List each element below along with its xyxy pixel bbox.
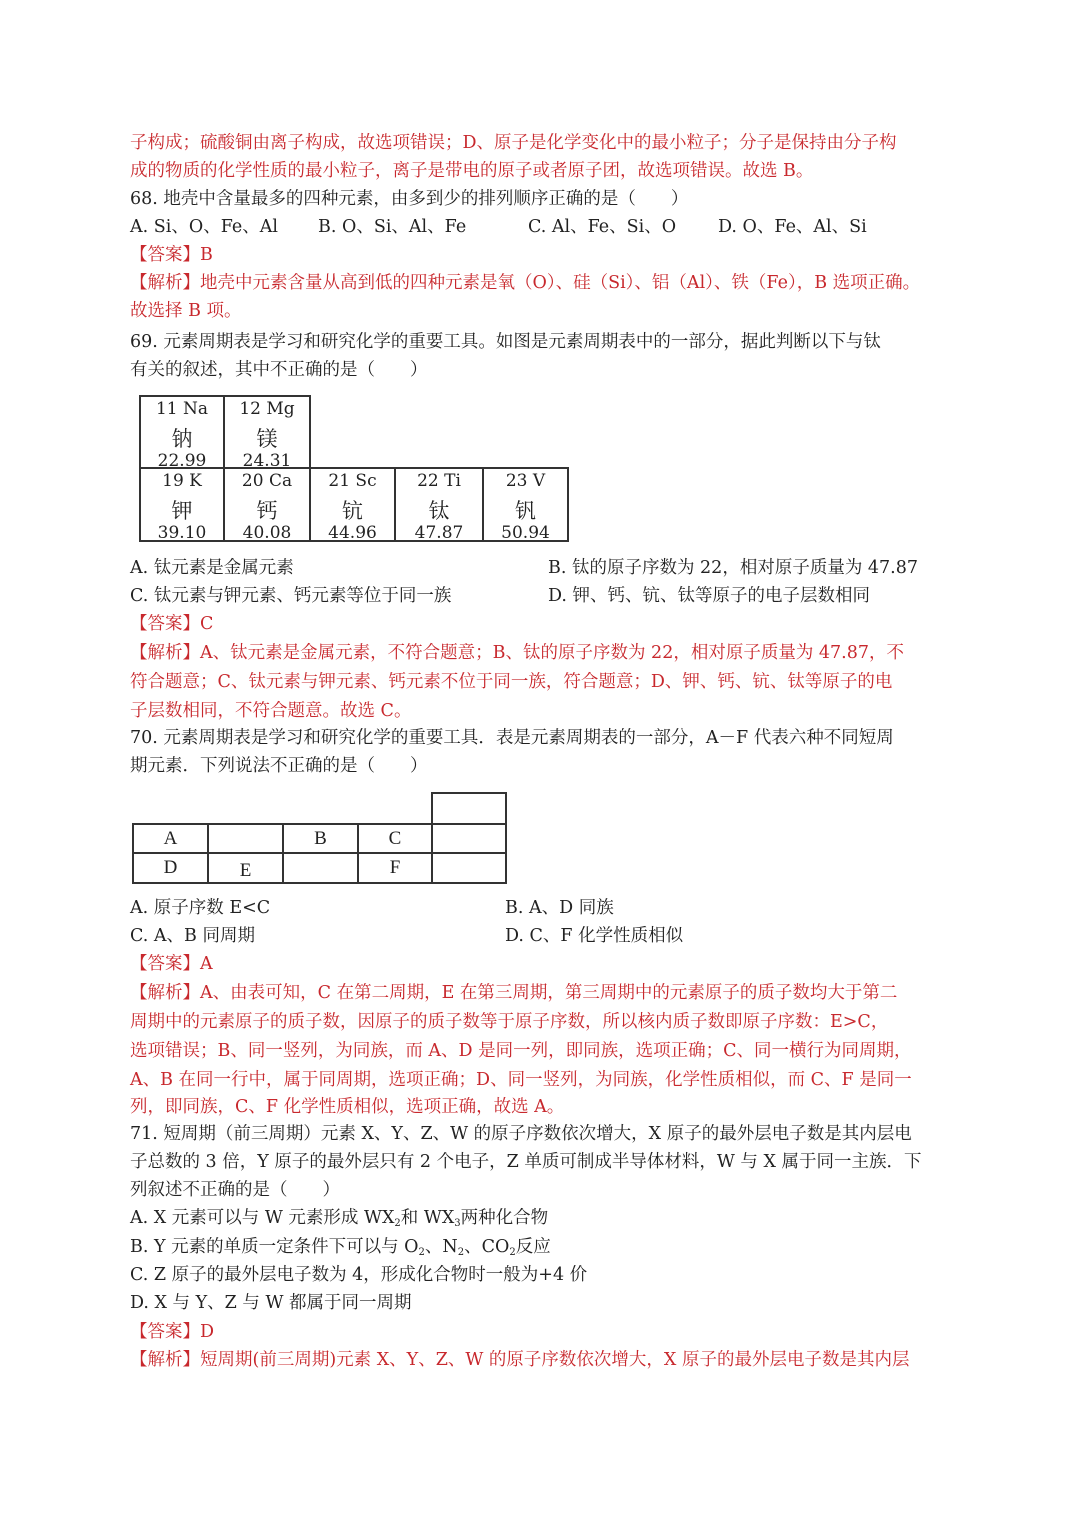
answer-68: 【答案】B bbox=[130, 245, 213, 265]
element-symbol: 11 Na bbox=[155, 399, 209, 419]
option-c: C. Z 原子的最外层电子数为 4，形成化合物时一般为+4 价 bbox=[130, 1265, 588, 1285]
element-symbol: 21 Sc bbox=[328, 471, 377, 491]
element-mass: 50.94 bbox=[501, 523, 550, 543]
element-mass: 39.10 bbox=[157, 523, 207, 543]
option-a-text: A. X 元素可以与 W 元素形成 WX bbox=[130, 1208, 395, 1228]
option-c: C. 钛元素与钾元素、钙元素等位于同一族 bbox=[130, 586, 452, 606]
element-cell bbox=[139, 395, 225, 469]
element-symbol: 22 Ti bbox=[417, 471, 461, 491]
option-b-text: 、N bbox=[424, 1237, 458, 1257]
option-d: D. 钾、钙、钪、钛等原子的电子层数相同 bbox=[548, 586, 871, 606]
answer-69: 【答案】C bbox=[130, 614, 214, 634]
explanation-70-cont: 列，即同族，C、F 化学性质相似，选项正确，故选 A。 bbox=[130, 1097, 565, 1117]
question-71-cont: 子总数的 3 倍，Y 原子的最外层只有 2 个电子，Z 单质可制成半导体材料，W 与 X 属于同一主族．下 bbox=[130, 1152, 922, 1172]
element-cell bbox=[309, 467, 396, 542]
option-a: A. 钛元素是金属元素 bbox=[130, 558, 294, 578]
option-b bbox=[130, 1235, 551, 1259]
subscript: 2 bbox=[509, 1247, 516, 1258]
question-69: 69. 元素周期表是学习和研究化学的重要工具。如图是元素周期表中的一部分，据此判断以下与钛 bbox=[130, 332, 881, 352]
option-a: A. 原子序数 E<C bbox=[130, 898, 271, 918]
element-name: 钾 bbox=[171, 499, 193, 523]
element-cell bbox=[482, 467, 569, 542]
element-symbol: 20 Ca bbox=[241, 471, 293, 491]
question-71: 71. 短周期（前三周期）元素 X、Y、Z、W 的原子序数依次增大，X 原子的最外层电子数是其内层电 bbox=[130, 1124, 912, 1144]
explanation-70-cont: 周期中的元素原子的质子数，因原子的质子数等于原子序数，所以核内质子数即原子序数：E>C， bbox=[130, 1012, 889, 1032]
element-mass: 47.87 bbox=[414, 523, 464, 543]
option-a-text: 两种化合物 bbox=[460, 1208, 549, 1228]
option-b-text: B. Y 元素的单质一定条件下可以与 O bbox=[130, 1237, 419, 1257]
element-symbol: 23 V bbox=[505, 471, 546, 491]
grid-cell-d: D bbox=[132, 852, 209, 884]
option-b: B. O、Si、Al、Fe bbox=[318, 217, 467, 237]
option-b: B. A、D 同族 bbox=[505, 898, 614, 918]
explanation-68-cont: 故选择 B 项。 bbox=[130, 301, 242, 321]
option-c: C. A、B 同周期 bbox=[130, 926, 255, 946]
option-c: C. Al、Fe、Si、O bbox=[528, 217, 677, 237]
option-d: D. C、F 化学性质相似 bbox=[505, 926, 684, 946]
explanation-69-cont: 子层数相同，不符合题意。故选 C。 bbox=[130, 701, 412, 721]
grid-cell-b: B bbox=[282, 823, 359, 854]
subscript: 2 bbox=[418, 1247, 425, 1258]
explanation-69: 【解析】A、钛元素是金属元素，不符合题意；B、钛的原子序数为 22，相对原子质量为 47.87，不 bbox=[130, 643, 904, 663]
option-a: A. Si、O、Fe、Al bbox=[130, 217, 278, 237]
element-name: 钪 bbox=[342, 499, 363, 523]
option-b-text: 、CO bbox=[464, 1237, 510, 1257]
explanation-70-cont: 选项错误；B、同一竖列，为同族，而 A、D 是同一列，即同族，选项正确；C、同一横行为同周期， bbox=[130, 1041, 912, 1061]
grid-cell-e: E bbox=[207, 852, 284, 884]
question-69-cont: 有关的叙述，其中不正确的是（ ） bbox=[130, 360, 428, 380]
element-name: 钛 bbox=[428, 499, 450, 523]
subscript: 3 bbox=[454, 1218, 461, 1229]
question-68: 68. 地壳中含量最多的四种元素，由多到少的排列顺序正确的是（ ） bbox=[130, 189, 689, 209]
element-name: 镁 bbox=[256, 427, 278, 451]
answer-71: 【答案】D bbox=[130, 1322, 215, 1342]
element-cell bbox=[394, 467, 484, 542]
grid-cell-c: C bbox=[357, 823, 433, 854]
explanation-70-cont: A、B 在同一行中，属于同周期，选项正确；D、同一竖列，为同族，化学性质相似，而 C、F 是同一 bbox=[130, 1070, 912, 1090]
option-a-text: 和 WX bbox=[400, 1208, 455, 1228]
explanation-line: 成的物质的化学性质的最小粒子，离子是带电的原子或者原子团，故选项错误。故选 B。 bbox=[130, 161, 814, 181]
option-b-text: 反应 bbox=[515, 1237, 551, 1257]
element-mass: 24.31 bbox=[242, 451, 292, 471]
element-name: 钒 bbox=[515, 499, 536, 523]
element-mass: 22.99 bbox=[157, 451, 207, 471]
explanation-70: 【解析】A、由表可知，C 在第二周期，E 在第三周期，第三周期中的元素原子的质子数均大于第二 bbox=[130, 983, 898, 1003]
explanation-68: 【解析】地壳中元素含量从高到低的四种元素是氧（O）、硅（Si）、铝（Al）、铁（Fe），B 选项正确。 bbox=[130, 273, 921, 293]
element-name: 钙 bbox=[256, 499, 278, 523]
element-cell bbox=[223, 467, 311, 542]
question-70: 70. 元素周期表是学习和研究化学的重要工具．表是元素周期表的一部分，A－F 代表六种不同短周 bbox=[130, 728, 894, 748]
question-71-cont: 列叙述不正确的是（ ） bbox=[130, 1180, 340, 1200]
question-70-cont: 期元素．下列说法不正确的是（ ） bbox=[130, 756, 428, 776]
option-a bbox=[130, 1206, 548, 1230]
option-d: D. X 与 Y、Z 与 W 都属于同一周期 bbox=[130, 1293, 412, 1313]
option-b: B. 钛的原子序数为 22，相对原子质量为 47.87 bbox=[548, 558, 918, 578]
explanation-69-cont: 符合题意；C、钛元素与钾元素、钙元素不位于同一族，符合题意；D、钾、钙、钪、钛等原子的电 bbox=[130, 672, 893, 692]
element-cell bbox=[139, 467, 225, 542]
element-cell bbox=[223, 395, 311, 469]
grid-cell bbox=[207, 823, 284, 854]
explanation-71: 【解析】短周期(前三周期)元素 X、Y、Z、W 的原子序数依次增大，X 原子的最外层电子数是其内层 bbox=[130, 1350, 910, 1370]
grid-cell bbox=[431, 852, 507, 884]
grid-cell bbox=[431, 792, 507, 825]
subscript: 2 bbox=[394, 1218, 401, 1229]
element-mass: 40.08 bbox=[242, 523, 292, 543]
element-symbol: 19 K bbox=[162, 471, 202, 491]
element-mass: 44.96 bbox=[328, 523, 377, 543]
option-d: D. O、Fe、Al、Si bbox=[718, 217, 867, 237]
answer-70: 【答案】A bbox=[130, 954, 213, 974]
element-name: 钠 bbox=[171, 427, 193, 451]
subscript: 2 bbox=[457, 1247, 465, 1258]
grid-cell-f: F bbox=[357, 852, 433, 884]
element-symbol: 12 Mg bbox=[239, 399, 295, 419]
grid-cell bbox=[431, 823, 507, 854]
grid-cell bbox=[282, 852, 359, 884]
grid-cell-a: A bbox=[132, 823, 209, 854]
explanation-line: 子构成；硫酸铜由离子构成，故选项错误；D、原子是化学变化中的最小粒子；分子是保持由分子构 bbox=[130, 133, 897, 153]
